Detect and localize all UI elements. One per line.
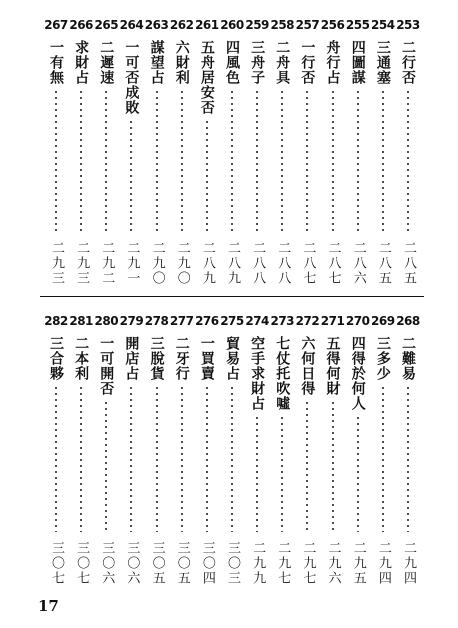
entry-page-ref-text: 二九二 bbox=[99, 241, 115, 286]
leader-dots bbox=[306, 89, 308, 232]
entry-page-ref-text: 二九七 bbox=[300, 541, 316, 586]
toc-entry bbox=[321, 314, 345, 586]
entry-title bbox=[69, 40, 93, 85]
toc-entry bbox=[321, 18, 345, 286]
entry-page-ref bbox=[270, 241, 294, 286]
entry-title bbox=[346, 40, 370, 85]
entry-page-ref-text: 二九一 bbox=[124, 241, 140, 286]
entry-page-ref-text: 二八八 bbox=[275, 241, 291, 286]
entry-title bbox=[346, 336, 370, 411]
toc-section-bottom bbox=[44, 314, 420, 586]
entry-page-ref-text: 二九九 bbox=[250, 541, 266, 586]
entry-page-ref bbox=[195, 541, 219, 586]
toc-entry bbox=[270, 314, 294, 586]
toc-entry bbox=[396, 18, 420, 286]
entry-number: 260 bbox=[220, 18, 244, 32]
leader-dots bbox=[105, 400, 107, 532]
toc-section-top bbox=[44, 18, 420, 286]
entry-number: 263 bbox=[144, 18, 169, 32]
leader-dots bbox=[130, 385, 132, 532]
entry-number: 281 bbox=[69, 314, 93, 328]
entry-page-ref bbox=[69, 241, 93, 286]
toc-entry bbox=[220, 314, 244, 586]
entry-page-ref-text: 二九三 bbox=[49, 241, 64, 286]
entry-title bbox=[371, 40, 395, 85]
leader-dots bbox=[256, 415, 258, 532]
leader-dots bbox=[80, 89, 82, 232]
entry-page-ref-text: 二八六 bbox=[350, 241, 366, 286]
leader-dots bbox=[231, 89, 233, 232]
entry-title-text: 四圖謀 bbox=[349, 40, 366, 85]
entry-page-ref-text: 三〇四 bbox=[199, 541, 215, 586]
toc-entry bbox=[295, 314, 319, 586]
leader-dots bbox=[231, 385, 233, 532]
entry-page-ref bbox=[245, 541, 269, 586]
entry-page-ref-text: 二九七 bbox=[275, 541, 291, 586]
entry-title bbox=[220, 40, 244, 85]
entry-title bbox=[119, 40, 143, 115]
entry-number: 265 bbox=[94, 18, 119, 32]
entry-title-text: 三通塞 bbox=[374, 40, 391, 85]
entry-page-ref-text: 三〇七 bbox=[49, 541, 64, 586]
leader-dots bbox=[357, 89, 359, 232]
leader-dots bbox=[55, 89, 57, 232]
entry-number: 266 bbox=[69, 18, 93, 32]
entry-page-ref-text: 三〇六 bbox=[99, 541, 115, 586]
entry-page-ref bbox=[321, 541, 345, 586]
entry-number: 264 bbox=[119, 18, 144, 32]
entry-title bbox=[170, 336, 194, 381]
toc-entry bbox=[346, 18, 370, 286]
entry-title-text: 三脫貨 bbox=[148, 336, 165, 381]
leader-dots bbox=[156, 89, 158, 232]
entry-number: 280 bbox=[94, 314, 119, 328]
toc-entry bbox=[69, 314, 93, 586]
entry-page-ref bbox=[44, 241, 68, 286]
entry-title-text: 一買賣 bbox=[198, 336, 215, 381]
leader-dots bbox=[382, 89, 384, 232]
entry-page-ref-text: 三〇七 bbox=[74, 541, 90, 586]
leader-dots bbox=[80, 385, 82, 532]
entry-title-text: 二難易 bbox=[399, 336, 416, 381]
entry-page-ref bbox=[270, 541, 294, 586]
entry-page-ref bbox=[346, 241, 370, 286]
entry-title bbox=[396, 40, 420, 85]
entry-title-text: 一可開否 bbox=[98, 336, 115, 396]
entry-title bbox=[270, 336, 294, 411]
toc-entry bbox=[145, 314, 169, 586]
leader-dots bbox=[156, 385, 158, 532]
leader-dots bbox=[281, 89, 283, 232]
entry-number: 273 bbox=[270, 314, 295, 328]
entry-number: 278 bbox=[144, 314, 169, 328]
toc-entry bbox=[170, 314, 194, 586]
entry-page-ref bbox=[195, 241, 219, 286]
entry-title bbox=[145, 40, 169, 85]
entry-number: 262 bbox=[169, 18, 194, 32]
entry-title bbox=[295, 336, 319, 396]
leader-dots bbox=[306, 400, 308, 532]
entry-number: 259 bbox=[245, 18, 269, 32]
entry-title-text: 二舟具 bbox=[274, 40, 291, 85]
leader-dots bbox=[256, 89, 258, 232]
entry-page-ref-text: 二八五 bbox=[375, 241, 391, 286]
entry-number: 275 bbox=[220, 314, 244, 328]
entry-number: 261 bbox=[195, 18, 219, 32]
entry-page-ref-text: 二八九 bbox=[199, 241, 215, 286]
entry-page-ref-text: 二九四 bbox=[400, 541, 416, 586]
entry-number: 254 bbox=[371, 18, 395, 32]
entry-title-text: 開店占 bbox=[123, 336, 140, 381]
entry-title-text: 二本利 bbox=[73, 336, 90, 381]
entry-number: 256 bbox=[320, 18, 345, 32]
entry-number: 268 bbox=[396, 314, 420, 328]
entry-page-ref-text: 二九〇 bbox=[149, 241, 165, 286]
entry-title bbox=[245, 40, 269, 85]
entry-page-ref-text: 二八七 bbox=[325, 241, 341, 286]
entry-page-ref bbox=[170, 541, 194, 586]
entry-title bbox=[44, 336, 68, 381]
entry-page-ref-text: 三〇五 bbox=[174, 541, 190, 586]
leader-dots bbox=[130, 119, 132, 232]
entry-page-ref-text: 二九六 bbox=[325, 541, 341, 586]
leader-dots bbox=[206, 385, 208, 532]
entry-title bbox=[295, 40, 319, 85]
entry-title-text: 六財利 bbox=[173, 40, 190, 85]
entry-number: 274 bbox=[245, 314, 269, 328]
leader-dots bbox=[181, 89, 183, 232]
entry-title-text: 六何日得 bbox=[299, 336, 316, 396]
toc-entry bbox=[245, 314, 269, 586]
entry-number: 277 bbox=[169, 314, 194, 328]
entry-page-ref bbox=[295, 541, 319, 586]
leader-dots bbox=[206, 119, 208, 232]
toc-entry bbox=[371, 18, 395, 286]
entry-title bbox=[145, 336, 169, 381]
leader-dots bbox=[105, 89, 107, 232]
entry-title bbox=[321, 40, 345, 85]
toc-entry bbox=[145, 18, 169, 286]
entry-title-text: 四風色 bbox=[223, 40, 240, 85]
entry-title-text: 三舟子 bbox=[249, 40, 266, 85]
entry-title-text: 七仗托吹噓 bbox=[274, 336, 291, 411]
entry-number: 272 bbox=[295, 314, 320, 328]
entry-title bbox=[321, 336, 345, 396]
entry-title-text: 空手求財占 bbox=[249, 336, 266, 411]
entry-title-text: 一行否 bbox=[299, 40, 316, 85]
entry-title-text: 舟行占 bbox=[324, 40, 341, 85]
toc-entry bbox=[245, 18, 269, 286]
leader-dots bbox=[382, 385, 384, 532]
entry-page-ref-text: 二八九 bbox=[224, 241, 240, 286]
entry-title bbox=[170, 40, 194, 85]
entry-number: 282 bbox=[44, 314, 68, 328]
toc-entry bbox=[346, 314, 370, 586]
entry-title-text: 三多少 bbox=[374, 336, 391, 381]
toc-entry bbox=[396, 314, 420, 586]
entry-title bbox=[396, 336, 420, 381]
entry-title bbox=[371, 336, 395, 381]
leader-dots bbox=[281, 415, 283, 532]
entry-page-ref bbox=[94, 541, 118, 586]
leader-dots bbox=[332, 89, 334, 232]
entry-page-ref bbox=[346, 541, 370, 586]
entry-title-text: 二遲速 bbox=[98, 40, 115, 85]
toc-entry bbox=[170, 18, 194, 286]
entry-number: 269 bbox=[371, 314, 395, 328]
entry-page-ref-text: 三〇五 bbox=[149, 541, 165, 586]
leader-dots bbox=[357, 415, 359, 532]
section-divider bbox=[40, 296, 424, 297]
entry-page-ref bbox=[396, 241, 420, 286]
leader-dots bbox=[407, 385, 409, 532]
entry-title bbox=[94, 40, 118, 85]
entry-page-ref bbox=[119, 541, 143, 586]
page-number: 17 bbox=[38, 597, 59, 615]
entry-title bbox=[94, 336, 118, 396]
entry-title-text: 五得何財 bbox=[324, 336, 341, 396]
entry-title-text: 五舟居安否 bbox=[198, 40, 215, 115]
leader-dots bbox=[55, 385, 57, 532]
entry-title-text: 四得於何人 bbox=[349, 336, 366, 411]
toc-entry bbox=[270, 18, 294, 286]
toc-entry bbox=[195, 18, 219, 286]
entry-page-ref bbox=[321, 241, 345, 286]
leader-dots bbox=[181, 385, 183, 532]
entry-page-ref bbox=[94, 241, 118, 286]
entry-title-text: 謀望占 bbox=[148, 40, 165, 85]
entry-title bbox=[195, 40, 219, 115]
entry-number: 253 bbox=[396, 18, 420, 32]
entry-page-ref bbox=[220, 541, 244, 586]
toc-entry bbox=[371, 314, 395, 586]
entry-page-ref-text: 二九五 bbox=[350, 541, 366, 586]
toc-entry bbox=[94, 18, 118, 286]
entry-page-ref bbox=[371, 541, 395, 586]
entry-title bbox=[44, 40, 68, 85]
entry-title bbox=[195, 336, 219, 381]
toc-entry bbox=[44, 18, 68, 286]
entry-number: 279 bbox=[119, 314, 144, 328]
entry-page-ref-text: 二八七 bbox=[300, 241, 316, 286]
entry-page-ref bbox=[220, 241, 244, 286]
entry-page-ref bbox=[69, 541, 93, 586]
entry-page-ref bbox=[396, 541, 420, 586]
entry-title bbox=[245, 336, 269, 411]
entry-title-text: 二行否 bbox=[399, 40, 416, 85]
entry-page-ref-text: 二九四 bbox=[375, 541, 391, 586]
entry-title bbox=[69, 336, 93, 381]
toc-entry bbox=[119, 314, 143, 586]
entry-title-text: 求財占 bbox=[73, 40, 90, 85]
toc-entry bbox=[295, 18, 319, 286]
leader-dots bbox=[332, 400, 334, 532]
entry-page-ref bbox=[145, 241, 169, 286]
entry-number: 257 bbox=[295, 18, 320, 32]
entry-number: 276 bbox=[195, 314, 219, 328]
entry-number: 270 bbox=[345, 314, 370, 328]
entry-number: 271 bbox=[320, 314, 345, 328]
entry-page-ref bbox=[371, 241, 395, 286]
entry-page-ref-text: 二九三 bbox=[74, 241, 90, 286]
entry-title bbox=[270, 40, 294, 85]
entry-page-ref-text: 三〇三 bbox=[224, 541, 240, 586]
entry-title-text: 貿易占 bbox=[223, 336, 240, 381]
entry-number: 255 bbox=[345, 18, 370, 32]
entry-title bbox=[119, 336, 143, 381]
toc-entry bbox=[195, 314, 219, 586]
entry-title-text: 二牙行 bbox=[173, 336, 190, 381]
entry-number: 258 bbox=[270, 18, 295, 32]
entry-title-text: 一有無 bbox=[48, 40, 64, 85]
entry-page-ref-text: 二八八 bbox=[250, 241, 266, 286]
entry-title-text: 一可否成敗 bbox=[123, 40, 140, 115]
entry-page-ref-text: 二九〇 bbox=[174, 241, 190, 286]
toc-entry bbox=[69, 18, 93, 286]
entry-page-ref bbox=[245, 241, 269, 286]
leader-dots bbox=[407, 89, 409, 232]
toc-entry bbox=[44, 314, 68, 586]
entry-page-ref bbox=[44, 541, 68, 586]
toc-entry bbox=[94, 314, 118, 586]
entry-page-ref bbox=[119, 241, 143, 286]
entry-page-ref-text: 三〇六 bbox=[124, 541, 140, 586]
toc-entry bbox=[220, 18, 244, 286]
entry-number: 267 bbox=[44, 18, 68, 32]
entry-page-ref-text: 二八五 bbox=[400, 241, 416, 286]
entry-title-text: 三合夥 bbox=[48, 336, 64, 381]
toc-entry bbox=[119, 18, 143, 286]
entry-title bbox=[220, 336, 244, 381]
entry-page-ref bbox=[295, 241, 319, 286]
entry-page-ref bbox=[145, 541, 169, 586]
entry-page-ref bbox=[170, 241, 194, 286]
